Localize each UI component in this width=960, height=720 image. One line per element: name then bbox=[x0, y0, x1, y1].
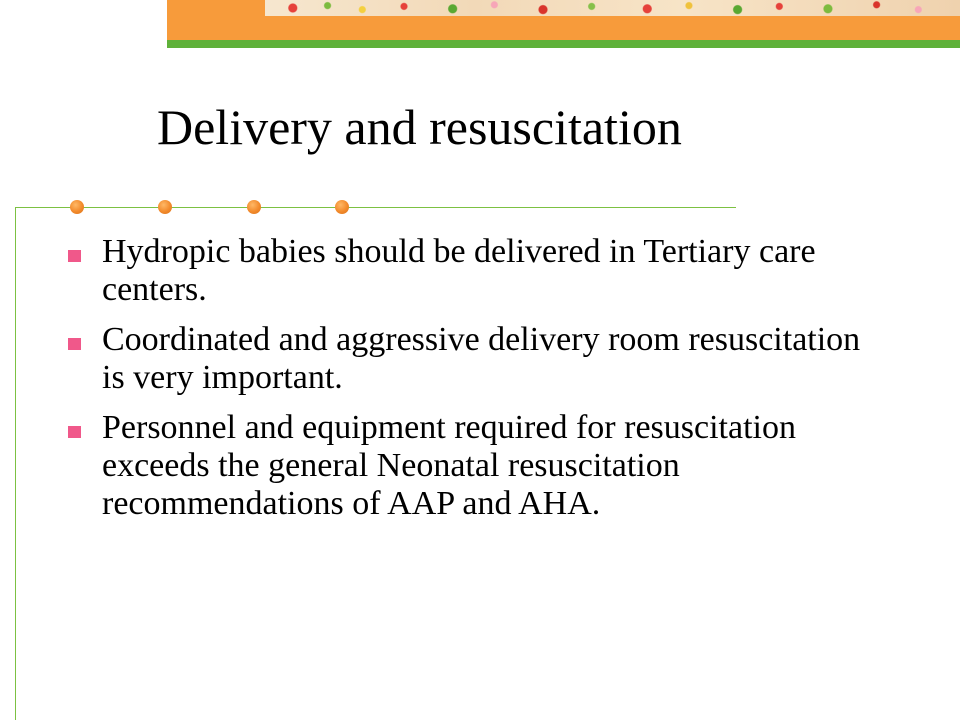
orange-dot-icon bbox=[70, 200, 84, 214]
top-banner-green-stripe bbox=[167, 40, 960, 48]
vertical-rule bbox=[15, 207, 16, 720]
bullet-text: Personnel and equipment required for resuscitation exceeds the general Neonatal resuscitation recommendations of AAP and AHA. bbox=[102, 409, 796, 522]
bullet-item bbox=[68, 233, 868, 309]
bullet-text: Coordinated and aggressive delivery room resuscitation is very important. bbox=[102, 321, 861, 396]
orange-dot-icon bbox=[335, 200, 349, 214]
bullet-list bbox=[68, 233, 868, 535]
bullet-text: Hydropic babies should be delivered in Tertiary care centers. bbox=[102, 233, 816, 308]
top-banner-floral-strip bbox=[265, 0, 960, 16]
bullet-item bbox=[68, 321, 868, 397]
square-bullet-icon bbox=[68, 250, 81, 262]
square-bullet-icon bbox=[68, 426, 81, 438]
orange-dot-icon bbox=[158, 200, 172, 214]
bullet-item bbox=[68, 409, 868, 523]
square-bullet-icon bbox=[68, 338, 81, 350]
orange-dot-icon bbox=[247, 200, 261, 214]
horizontal-rule bbox=[15, 207, 736, 208]
slide-title: Delivery and resuscitation bbox=[157, 99, 682, 155]
